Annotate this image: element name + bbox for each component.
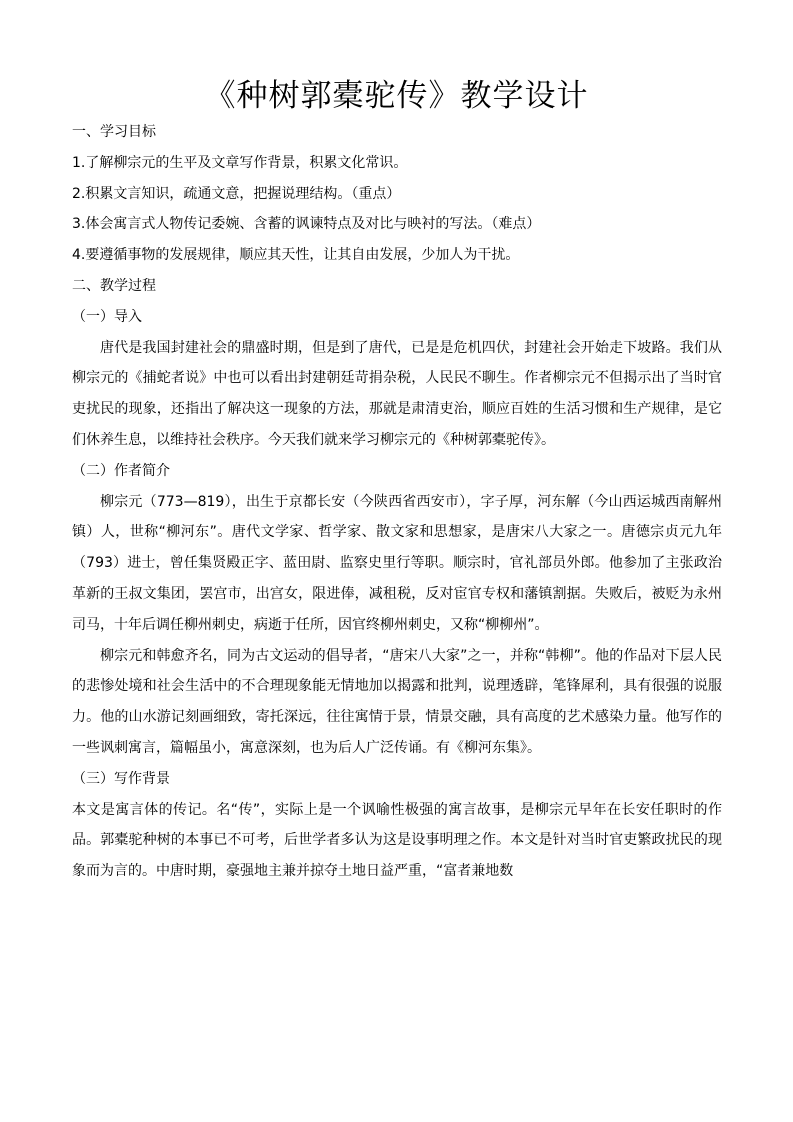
document-body — [72, 117, 722, 887]
subheading-intro: （一）导入 — [72, 308, 142, 325]
section-heading-goals: 一、学习目标 — [72, 124, 156, 140]
goal-item-4: 4.要遵循事物的发展规律，顺应其天性，让其自由发展，少加人为干扰。 — [72, 247, 520, 264]
subheading-background: （三）写作背景 — [72, 770, 170, 787]
goal-item-1: 1.了解柳宗元的生平及文章写作背景，积累文化常识。 — [72, 154, 408, 171]
author-paragraph-2: 柳宗元和韩愈齐名，同为古文运动的倡导者，“唐宋八大家”之一，并称“韩柳”。他的作品对下层人民的悲惨处境和社会生活中的不合理现象能无情地加以揭露和批判，说理透辟，笔锋犀利，具有很强的说服力。他的山水游记刻画细致，寄托深远，往往寓情于景，情景交融，具有高度的艺术感染力量。他写作的一些讽刺寓言，篇幅虽小，寓意深刻，也为后人广泛传诵。有《柳河东集》。 — [72, 647, 722, 756]
intro-paragraph: 唐代是我国封建社会的鼎盛时期，但是到了唐代，已是是危机四伏，封建社会开始走下坡路。我们从柳宗元的《捕蛇者说》中也可以看出封建朝廷苛捐杂税，人民民不聊生。作者柳宗元不但揭示出了当时官吏扰民的现象，还指出了解决这一现象的方法，那就是肃清吏治，顺应百姓的生活习惯和生产规律，是它们休养生息，以维持社会秩序。今天我们就来学习柳宗元的《种树郭橐驼传》。 — [72, 339, 722, 448]
background-paragraph: 本文是寓言体的传记。名“传”，实际上是一个讽喻性极强的寓言故事，是柳宗元早年在长安任职时的作品。郭橐驼种树的本事已不可考，后世学者多认为这是设事明理之作。本文是针对当时官吏繁政扰民的现象而为言的。中唐时期，豪强地主兼并掠夺土地日益严重，“富者兼地数 — [72, 801, 722, 880]
goal-item-2: 2.积累文言知识，疏通文意，把握说理结构。（重点） — [72, 185, 401, 202]
author-paragraph-1: 柳宗元（773—819），出生于京都长安（今陕西省西安市），字子厚，河东解（今山西运城西南解州镇）人，世称“柳河东”。唐代文学家、哲学家、散文家和思想家，是唐宋八大家之一。唐德宗贞元九年（793）进士，曾任集贤殿正字、蓝田尉、监察史里行等职。顺宗时，官礼部员外郎。他参加了主张政治革新的王叔文集团，罢宫市，出宫女，限进俸，减租税，反对宦官专权和藩镇割据。失败后，被贬为永州司马，十年后调任柳州刺史，病逝于任所，因官终柳州刺史，又称“柳柳州”。 — [72, 493, 722, 633]
page-title: 《种树郭橐驼传》教学设计 — [204, 78, 589, 114]
section-heading-process: 二、教学过程 — [72, 277, 156, 294]
subheading-author: （二）作者简介 — [72, 462, 170, 479]
goal-item-3: 3.体会寓言式人物传记委婉、含蓄的讽谏特点及对比与映衬的写法。（难点） — [72, 216, 541, 233]
